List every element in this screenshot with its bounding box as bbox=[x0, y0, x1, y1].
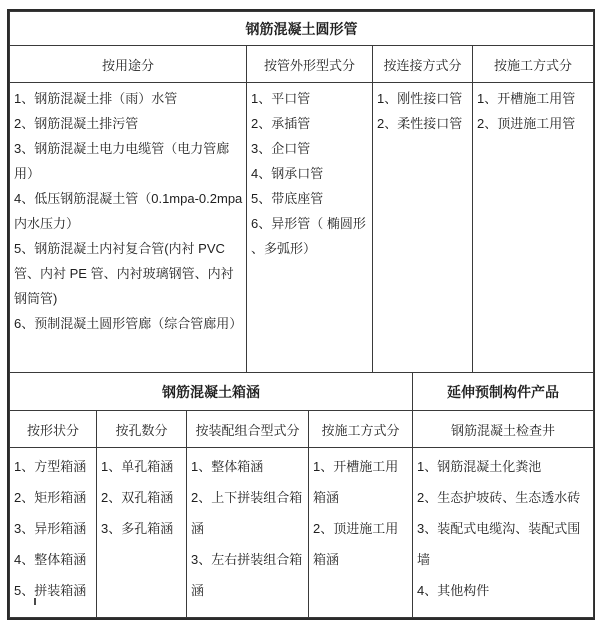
culvert-header-hole-count: 按孔数分 bbox=[97, 411, 187, 448]
list-item: 2、顶进施工用箱涵 bbox=[313, 521, 399, 567]
list-item: 4、钢承口管 bbox=[251, 166, 324, 181]
list-item: 3、异形箱涵 bbox=[14, 521, 87, 536]
culvert-header-construction: 按施工方式分 bbox=[309, 411, 413, 448]
culvert-assembly-list bbox=[187, 448, 309, 618]
list-item: 3、钢筋混凝土电力电缆管（电力管廊用） bbox=[14, 141, 230, 181]
list-item: 5、钢筋混凝土内衬复合管(内衬 PVC 管、内衬 PE 管、内衬玻璃钢管、内衬钢筒管) bbox=[14, 241, 234, 306]
pipe-construction-list bbox=[473, 83, 594, 373]
pipe-header-shape-type: 按管外形型式分 bbox=[247, 46, 373, 83]
extension-products-list bbox=[413, 448, 594, 618]
pipe-header-usage: 按用途分 bbox=[10, 46, 247, 83]
list-item: 1、平口管 bbox=[251, 91, 311, 106]
list-item: 1、整体箱涵 bbox=[191, 459, 264, 474]
list-item: 5、拼装箱涵 bbox=[14, 583, 87, 598]
pipe-table-title: 钢筋混凝土圆形管 bbox=[10, 12, 594, 46]
list-item: 2、承插管 bbox=[251, 116, 311, 131]
list-item: 2、矩形箱涵 bbox=[14, 490, 87, 505]
culvert-content-row bbox=[10, 448, 594, 618]
culvert-header-assembly: 按装配组合型式分 bbox=[187, 411, 309, 448]
pipe-header-construction: 按施工方式分 bbox=[473, 46, 594, 83]
text-caret-artifact bbox=[34, 598, 36, 605]
product-classification-table bbox=[7, 9, 595, 620]
list-item: 1、单孔箱涵 bbox=[101, 459, 174, 474]
pipe-header-row bbox=[10, 46, 594, 83]
culvert-classification-table bbox=[9, 373, 594, 618]
list-item: 3、装配式电缆沟、装配式围墙 bbox=[417, 521, 581, 567]
culvert-header-shape: 按形状分 bbox=[10, 411, 97, 448]
pipe-usage-list bbox=[10, 83, 247, 373]
culvert-header-row bbox=[10, 411, 594, 448]
pipe-connection-list bbox=[373, 83, 473, 373]
list-item: 3、多孔箱涵 bbox=[101, 521, 174, 536]
culvert-construction-list bbox=[309, 448, 413, 618]
list-item: 2、双孔箱涵 bbox=[101, 490, 174, 505]
list-item: 3、企口管 bbox=[251, 141, 311, 156]
list-item: 4、低压钢筋混凝土管（0.1mpa-0.2mpa内水压力） bbox=[14, 191, 243, 231]
list-item: 2、生态护坡砖、生态透水砖 bbox=[417, 490, 581, 505]
list-item: 4、整体箱涵 bbox=[14, 552, 87, 567]
pipe-title-row bbox=[10, 12, 594, 46]
header-inspection-well: 钢筋混凝土检查井 bbox=[413, 411, 594, 448]
list-item: 2、上下拼装组合箱涵 bbox=[191, 490, 303, 536]
list-item: 6、异形管（ 椭圆形 、多弧形） bbox=[251, 216, 366, 256]
culvert-title-row bbox=[10, 373, 594, 411]
list-item: 1、方型箱涵 bbox=[14, 459, 87, 474]
extension-products-title: 延伸预制构件产品 bbox=[413, 373, 594, 411]
pipe-header-connection: 按连接方式分 bbox=[373, 46, 473, 83]
pipe-classification-table bbox=[9, 11, 594, 373]
list-item: 3、左右拼装组合箱涵 bbox=[191, 552, 303, 598]
list-item: 4、其他构件 bbox=[417, 583, 490, 598]
list-item: 2、柔性接口管 bbox=[377, 116, 463, 131]
culvert-shape-list bbox=[10, 448, 97, 618]
list-item: 1、钢筋混凝土排（雨）水管 bbox=[14, 91, 178, 106]
pipe-shape-type-list bbox=[247, 83, 373, 373]
list-item: 1、钢筋混凝土化粪池 bbox=[417, 459, 542, 474]
list-item: 1、开槽施工用箱涵 bbox=[313, 459, 399, 505]
list-item: 1、刚性接口管 bbox=[377, 91, 463, 106]
list-item: 2、顶进施工用管 bbox=[477, 116, 576, 131]
list-item: 2、钢筋混凝土排污管 bbox=[14, 116, 139, 131]
pipe-content-row bbox=[10, 83, 594, 373]
list-item: 6、预制混凝土圆形管廊（综合管廊用） bbox=[14, 316, 243, 331]
culvert-table-title: 钢筋混凝土箱涵 bbox=[10, 373, 413, 411]
culvert-hole-count-list bbox=[97, 448, 187, 618]
list-item: 5、带底座管 bbox=[251, 191, 324, 206]
list-item: 1、开槽施工用管 bbox=[477, 91, 576, 106]
